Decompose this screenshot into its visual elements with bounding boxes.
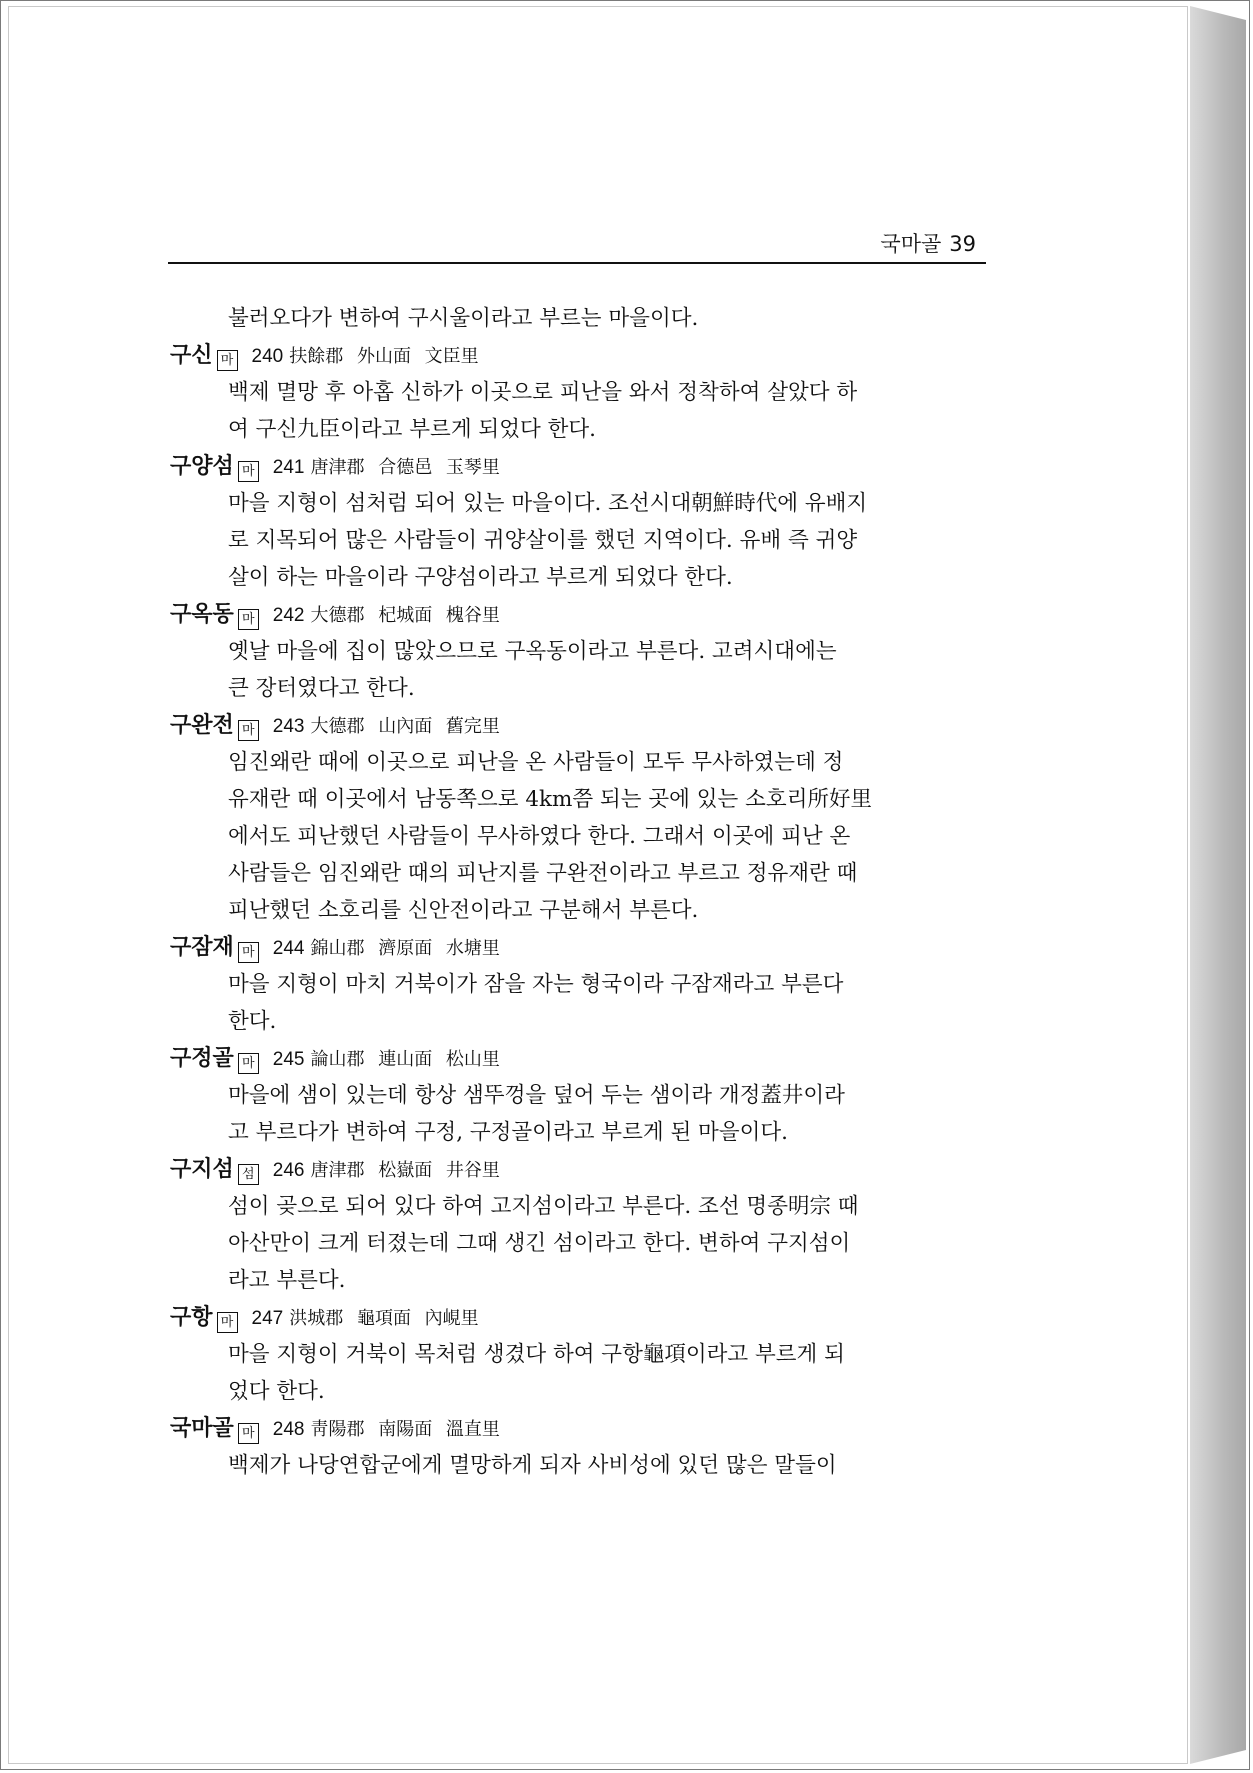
entry-headword xyxy=(170,1151,988,1188)
type-mark: 섬 xyxy=(238,1164,259,1185)
entry-number: 243 xyxy=(272,716,305,737)
entry-text-line: 고 부르다가 변하여 구정, 구정골이라고 부르게 된 마을이다. xyxy=(228,1120,788,1145)
entry-location: 靑陽郡 南陽面 溫直里 xyxy=(310,1419,500,1440)
entry-headword xyxy=(170,337,988,374)
entry-location: 扶餘郡 外山面 文臣里 xyxy=(289,346,479,367)
entry-text-line: 백제가 나당연합군에게 멸망하게 되자 사비성에 있던 많은 말들이 xyxy=(228,1453,837,1478)
entry-number: 240 xyxy=(251,346,284,367)
entry-text-line: 임진왜란 때에 이곳으로 피난을 온 사람들이 모두 무사하였는데 정 xyxy=(228,750,844,775)
entry-location: 唐津郡 松嶽面 井谷里 xyxy=(310,1160,500,1181)
entry-headword xyxy=(170,929,988,966)
entry-number: 247 xyxy=(251,1308,284,1329)
type-mark: 마 xyxy=(238,1423,259,1444)
type-mark: 마 xyxy=(217,350,238,371)
entry-location: 論山郡 連山面 松山里 xyxy=(310,1049,500,1070)
entry-text-line: 섬이 곶으로 되어 있다 하여 고지섬이라고 부른다. 조선 명종明宗 때 xyxy=(228,1194,859,1219)
headword-name: 구지섬 xyxy=(170,1157,234,1182)
running-header xyxy=(168,226,986,264)
entry-text-line: 라고 부른다. xyxy=(228,1268,346,1293)
entry-location: 洪城郡 龜項面 內峴里 xyxy=(289,1308,479,1329)
entry-text-line: 마을 지형이 섬처럼 되어 있는 마을이다. 조선시대朝鮮時代에 유배지 xyxy=(228,491,868,516)
headword-name: 구항 xyxy=(170,1305,213,1330)
entry-headword xyxy=(170,1040,988,1077)
entry-text-line: 사람들은 임진왜란 때의 피난지를 구완전이라고 부르고 정유재란 때 xyxy=(228,861,858,886)
running-title-text: 국마골 xyxy=(880,232,942,256)
book-edge xyxy=(1190,6,1246,1764)
page-number: 39 xyxy=(949,232,976,256)
headword-name: 구양섬 xyxy=(170,454,234,479)
entry-text-line: 에서도 피난했던 사람들이 무사하였다 한다. 그래서 이곳에 피난 온 xyxy=(228,824,851,849)
type-mark: 마 xyxy=(238,461,259,482)
entry-text-line: 백제 멸망 후 아홉 신하가 이곳으로 피난을 와서 정착하여 살았다 하 xyxy=(228,380,858,405)
entry-text-line: 아산만이 크게 터졌는데 그때 생긴 섬이라고 한다. 변하여 구지섬이 xyxy=(228,1231,851,1256)
type-mark: 마 xyxy=(238,720,259,741)
continuation-line: 불러오다가 변하여 구시울이라고 부르는 마을이다. xyxy=(228,306,699,331)
entry-text-line: 로 지목되어 많은 사람들이 귀양살이를 했던 지역이다. 유배 즉 귀양 xyxy=(228,528,858,553)
entry-text-line: 었다 한다. xyxy=(228,1379,325,1404)
headword-name: 국마골 xyxy=(170,1416,234,1441)
dictionary-body xyxy=(170,300,988,1484)
headword-name: 구정골 xyxy=(170,1046,234,1071)
entry-text-line: 마을 지형이 거북이 목처럼 생겼다 하여 구항龜項이라고 부르게 되 xyxy=(228,1342,845,1367)
entry-text-line: 한다. xyxy=(228,1009,277,1034)
entry-number: 246 xyxy=(272,1160,305,1181)
type-mark: 마 xyxy=(238,609,259,630)
entry-location: 大德郡 山內面 舊完里 xyxy=(310,716,500,737)
entry-text-line: 여 구신九臣이라고 부르게 되었다 한다. xyxy=(228,417,596,442)
entry-text-line: 유재란 때 이곳에서 남동쪽으로 4km쯤 되는 곳에 있는 소호리所好里 xyxy=(228,787,872,812)
entry-text-line: 살이 하는 마을이라 구양섬이라고 부르게 되었다 한다. xyxy=(228,565,733,590)
entry-text-line: 피난했던 소호리를 신안전이라고 구분해서 부른다. xyxy=(228,898,699,923)
entry-text-line: 마을에 샘이 있는데 항상 샘뚜껑을 덮어 두는 샘이라 개정蓋井이라 xyxy=(228,1083,845,1108)
headword-name: 구신 xyxy=(170,343,213,368)
entry-number: 241 xyxy=(272,457,305,478)
entry-number: 245 xyxy=(272,1049,305,1070)
entry-headword xyxy=(170,1299,988,1336)
entry-headword xyxy=(170,1410,988,1447)
entry-headword xyxy=(170,707,988,744)
headword-name: 구완전 xyxy=(170,713,234,738)
entry-headword xyxy=(170,448,988,485)
entry-text-line: 옛날 마을에 집이 많았으므로 구옥동이라고 부른다. 고려시대에는 xyxy=(228,639,837,664)
entry-headword xyxy=(170,596,988,633)
entry-location: 錦山郡 濟原面 水塘里 xyxy=(310,938,500,959)
entry-text-line: 마을 지형이 마치 거북이가 잠을 자는 형국이라 구잠재라고 부른다 xyxy=(228,972,844,997)
type-mark: 마 xyxy=(238,1053,259,1074)
entry-number: 244 xyxy=(272,938,305,959)
entry-text-line: 큰 장터였다고 한다. xyxy=(228,676,415,701)
headword-name: 구옥동 xyxy=(170,602,234,627)
type-mark: 마 xyxy=(238,942,259,963)
entry-number: 242 xyxy=(272,605,305,626)
entry-location: 唐津郡 合德邑 玉琴里 xyxy=(310,457,500,478)
running-title xyxy=(880,228,976,258)
type-mark: 마 xyxy=(217,1312,238,1333)
entry-number: 248 xyxy=(272,1419,305,1440)
entry-location: 大德郡 杞城面 槐谷里 xyxy=(310,605,500,626)
headword-name: 구잠재 xyxy=(170,935,234,960)
